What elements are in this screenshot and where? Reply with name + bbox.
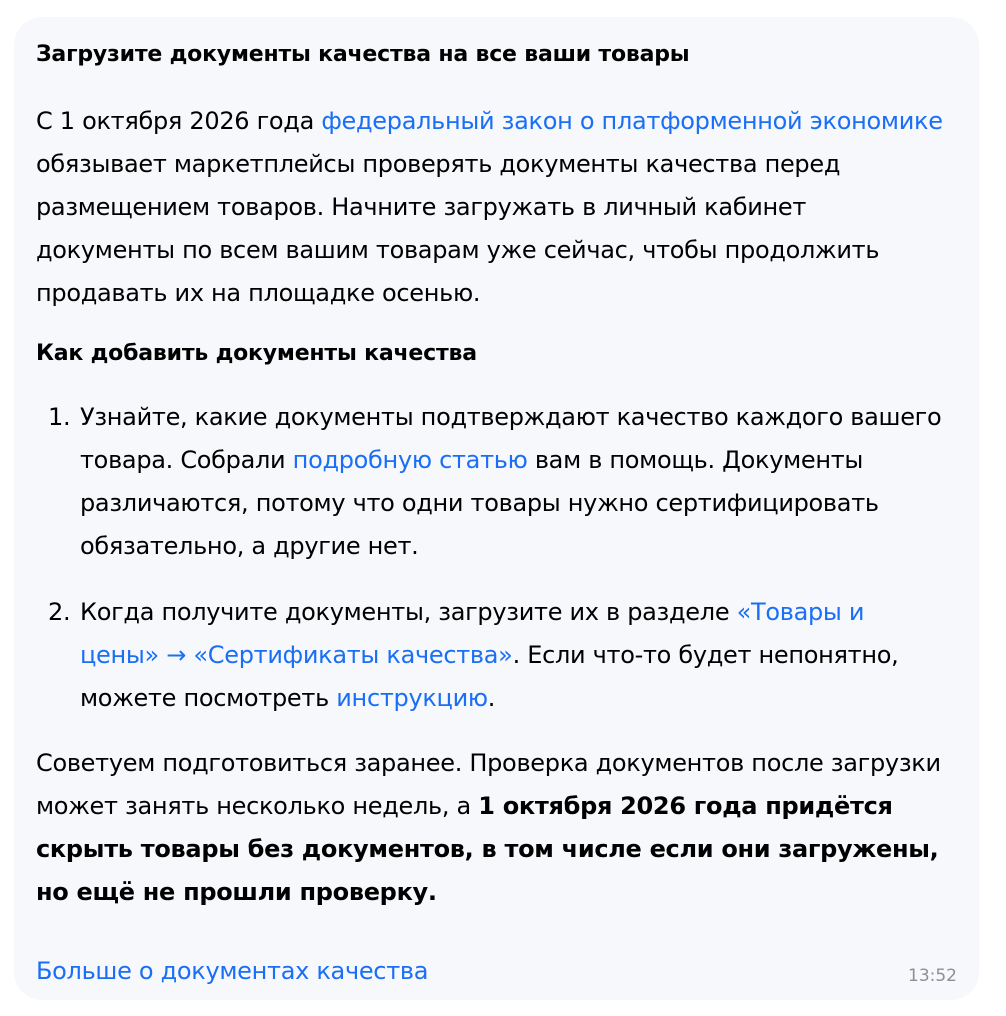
more-about-quality-docs-link[interactable]: Больше о документах качества [36, 957, 429, 985]
list-item [36, 591, 949, 720]
message-title: Загрузите документы качества на все ваши товары [36, 42, 690, 67]
quality-certificates-section-link[interactable]: «Товары и цены» → «Сертификаты качества» [80, 598, 865, 669]
intro-text-end: обязывает маркетплейсы проверять документы качества перед размещением товаров. Начните загружать в личный кабинет документы по всем вашим товарам уже сейчас, чтобы продолжить продавать их на площадке осенью. [36, 150, 880, 307]
intro-text-start: С 1 октября 2026 года [36, 107, 322, 135]
step-1-text-start: Узнайте, какие документы подтверждают качество каждого вашего товара. Собрали [80, 403, 942, 474]
howto-title: Как добавить документы качества [36, 341, 477, 366]
message-timestamp: 13:52 [908, 966, 957, 986]
intro-paragraph [36, 100, 949, 315]
platform-economy-law-link[interactable]: федеральный закон о платформенной экономике [321, 107, 943, 135]
advice-text: Советуем подготовиться заранее. Проверка документов после загрузки может занять несколько недель, а [36, 749, 941, 820]
list-item [36, 396, 949, 568]
step-1-text-end: вам в помощь. Документы различаются, потому что одни товары нужно сертифицировать обязательно, а другие нет. [80, 446, 879, 560]
instruction-link[interactable]: инструкцию [336, 684, 488, 712]
message-bubble [14, 17, 979, 1000]
advice-warning-bold: 1 октября 2026 года придётся скрыть товары без документов, в том числе если они загружены, но ещё не прошли проверку. [36, 792, 939, 906]
step-2-text-end: . [487, 684, 496, 712]
advice-paragraph [36, 742, 949, 914]
steps-list [36, 396, 949, 720]
step-number: 1. [48, 403, 71, 431]
step-2-text-start: Когда получите документы, загрузите их в разделе [80, 598, 737, 626]
step-number: 2. [48, 598, 71, 626]
step-2-text-middle: . Если что-то будет непонятно, можете посмотреть [80, 641, 899, 712]
detailed-article-link[interactable]: подробную статью [292, 446, 528, 474]
